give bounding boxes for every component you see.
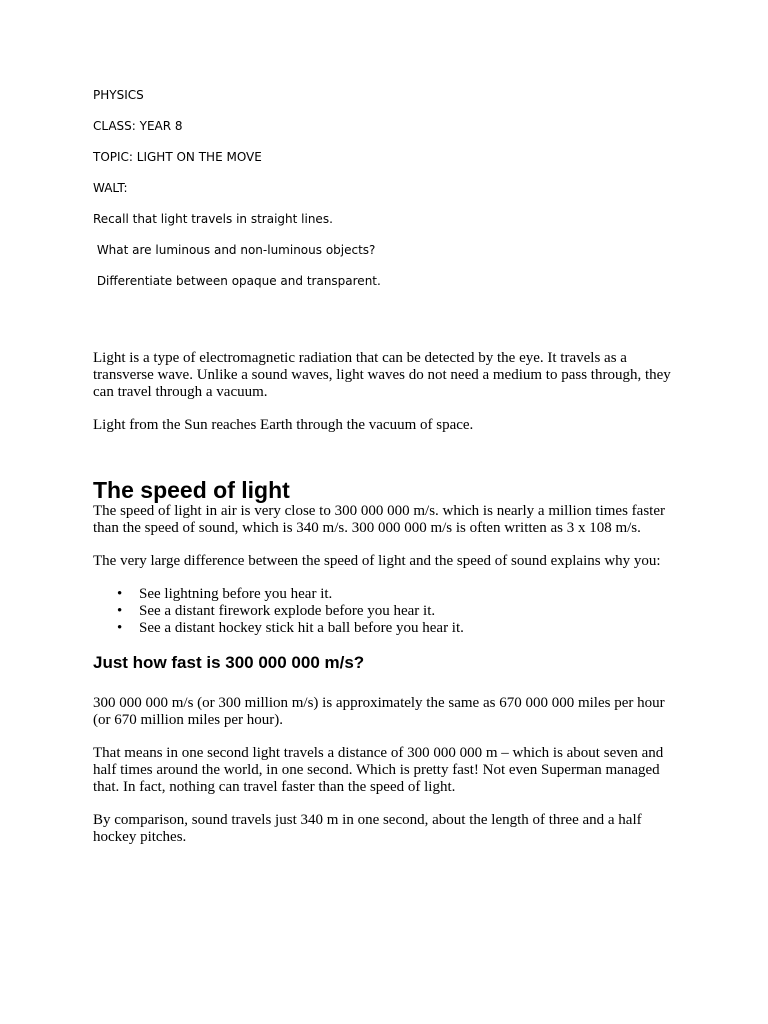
- fast-section: [93, 653, 683, 846]
- speed-heading: The speed of light: [93, 477, 290, 503]
- fast-heading: Just how fast is 300 000 000 m/s?: [93, 653, 365, 672]
- fast-body: [93, 695, 683, 846]
- list-item: • See lightning before you hear it.: [139, 586, 683, 603]
- list-item: • See a distant hockey stick hit a ball before you hear it.: [139, 620, 683, 637]
- speed-paragraph-2: The very large difference between the speed of light and the speed of sound explains why you:: [93, 553, 661, 569]
- fast-paragraph-3: By comparison, sound travels just 340 m in one second, about the length of three and a half hockey pitches.: [93, 812, 642, 845]
- speed-body: [93, 503, 683, 637]
- objective-3: Differentiate between opaque and transparent.: [93, 274, 381, 288]
- list-item: • See a distant firework explode before you hear it.: [139, 603, 683, 620]
- walt-label: WALT:: [93, 181, 128, 195]
- lesson-header: [93, 87, 683, 289]
- fast-paragraph-2: That means in one second light travels a distance of 300 000 000 m – which is about seven and half times around the world, in one second. Which is pretty fast! Not even Superman managed that. In fact, nothing can travel faster than the speed of light.: [93, 745, 664, 795]
- speed-section: [93, 477, 683, 637]
- objective-2: What are luminous and non-luminous objects?: [93, 243, 376, 257]
- topic-line: TOPIC: LIGHT ON THE MOVE: [93, 150, 262, 164]
- document-page: [93, 87, 683, 862]
- intro-paragraph-1: Light is a type of electromagnetic radiation that can be detected by the eye. It travels as a transverse wave. Unlike a sound waves, light waves do not need a medium to pass through, they can travel through a vacuum.: [93, 350, 671, 400]
- intro-paragraph-2: Light from the Sun reaches Earth through the vacuum of space.: [93, 417, 474, 433]
- speed-paragraph-1: The speed of light in air is very close to 300 000 000 m/s. which is nearly a million times faster than the speed of sound, which is 340 m/s. 300 000 000 m/s is often written as 3 x 108 m/s.: [93, 503, 665, 536]
- speed-bullet-list: [93, 586, 683, 637]
- fast-paragraph-1: 300 000 000 m/s (or 300 million m/s) is approximately the same as 670 000 000 miles per hour (or 670 million miles per hour).: [93, 695, 665, 728]
- objective-1: Recall that light travels in straight lines.: [93, 212, 333, 226]
- intro-section: [93, 350, 683, 434]
- class-line: CLASS: YEAR 8: [93, 119, 183, 133]
- subject-line: PHYSICS: [93, 88, 144, 102]
